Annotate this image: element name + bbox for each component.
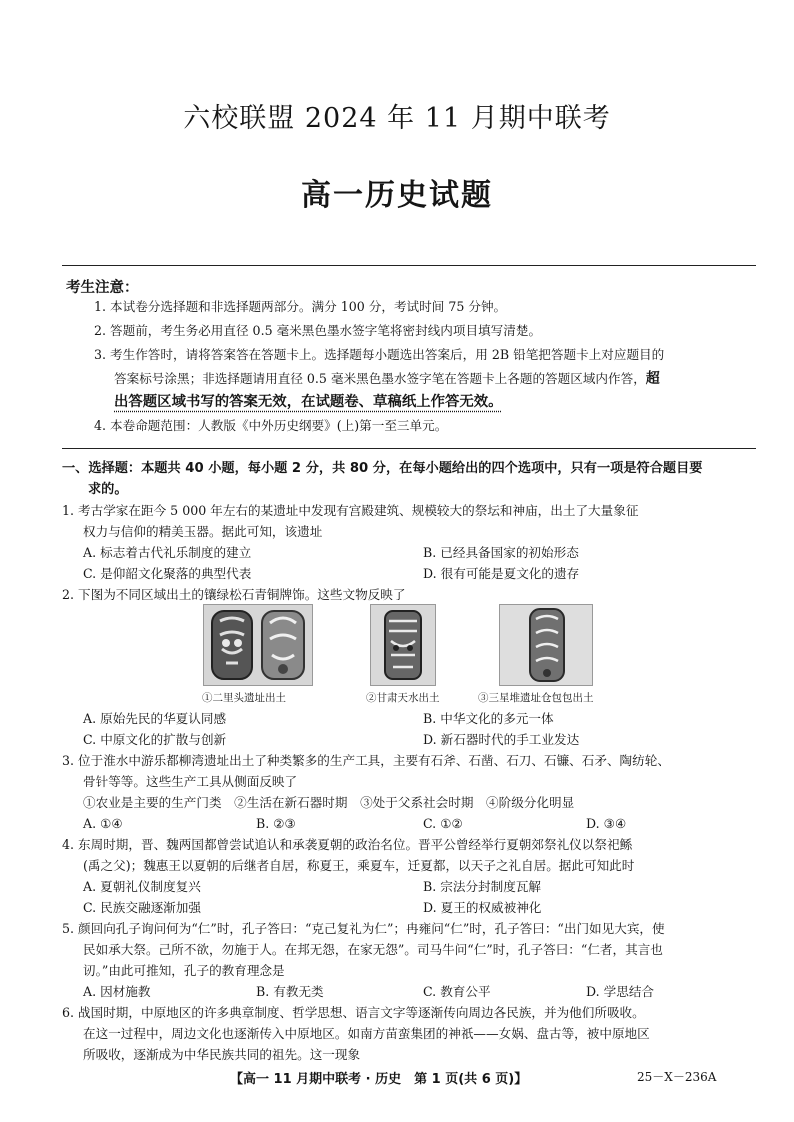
q4-stem-line1: 4. 东周时期，晋、魏两国都曾尝试追认和承袭夏朝的政治名位。晋平公曾经举行夏朝郊祭礼仪以祭祀鲧 xyxy=(62,837,633,852)
notice-emphasis-start: 超 xyxy=(645,371,660,387)
artifact-caption-3: ③三星堆遗址仓包包出土 xyxy=(478,692,594,704)
notice-item-4: 4. 本卷命题范围：人教版《中外历史纲要》(上)第一至三单元。 xyxy=(94,418,448,433)
notice-item-3-line2: 答案标号涂黑；非选择题请用直径 0.5 毫米黑色墨水签字笔在答题卡上各题的答题区域内作答， xyxy=(114,371,646,386)
q2-option-a: A. 原始先民的华夏认同感 xyxy=(83,711,227,726)
q5-stem-line1: 5. 颜回向孔子询问何为“仁”时，孔子答曰：“克己复礼为仁”；冉雍问“仁”时，孔子答曰：“出门如见大宾，使 xyxy=(62,921,665,936)
artifact-photo-3 xyxy=(499,604,593,686)
q5-stem-line2: 民如承大祭。己所不欲，勿施于人。在邦无怨，在家无怨”。司马牛问“仁”时，孔子答曰：“仁者，其言也 xyxy=(83,942,663,957)
q5-stem-line3: 讱。”由此可推知，孔子的教育理念是 xyxy=(83,963,285,978)
q1-option-a: A. 标志着古代礼乐制度的建立 xyxy=(83,545,252,560)
q5-option-a: A. 因材施教 xyxy=(83,984,151,999)
section-heading xyxy=(62,458,762,500)
notice-emphasis: 出答题区域书写的答案无效，在试题卷、草稿纸上作答无效。 xyxy=(114,394,503,410)
bronze-plaque-image-2 xyxy=(371,605,435,685)
q1-option-d: D. 很有可能是夏文化的遗存 xyxy=(423,566,580,581)
artifact-photo-2 xyxy=(370,604,436,686)
exam-subject-title: 高一历史试题 xyxy=(301,178,493,213)
q4-stem-line2: (禹之父)；魏惠王以夏朝的后继者自居，称夏王，乘夏车，迁夏都，以天子之礼自居。据此可知此时 xyxy=(83,858,635,873)
q3-option-a: A. ①④ xyxy=(83,816,123,831)
q5-option-d: D. 学思结合 xyxy=(586,984,655,999)
q1-option-c: C. 是仰韶文化聚落的典型代表 xyxy=(83,566,252,581)
notice-item-3: 3. 考生作答时，请将答案答在答题卡上。选择题每小题选出答案后，用 2B 铅笔把答题卡上对应题目的 xyxy=(94,347,665,362)
q5-option-b: B. 有教无类 xyxy=(256,984,324,999)
artifact-photo-1 xyxy=(203,604,313,686)
notice-heading: 考生注意： xyxy=(66,280,139,296)
q1-stem-line2: 权力与信仰的精美玉器。据此可知，该遗址 xyxy=(83,524,323,539)
notice-item-3-cont xyxy=(114,367,660,391)
notice-item-1: 1. 本试卷分选择题和非选择题两部分。满分 100 分，考试时间 75 分钟。 xyxy=(94,299,507,314)
q1-stem-line1: 1. 考古学家在距今 5 000 年左右的某遗址中发现有宫殿建筑、规模较大的祭坛和神庙，出土了大量象征 xyxy=(62,503,639,518)
section-heading-line1: 一、选择题：本题共 40 小题，每小题 2 分，共 80 分，在每小题给出的四个选项中，只有一项是符合题目要 xyxy=(62,461,703,476)
notice-item-2: 2. 答题前，考生务必用直径 0.5 毫米黑色墨水签字笔将密封线内项目填写清楚。 xyxy=(94,323,542,338)
q5-option-c: C. 教育公平 xyxy=(423,984,491,999)
q4-option-a: A. 夏朝礼仪制度复兴 xyxy=(83,879,201,894)
q6-stem-line2: 在这一过程中，周边文化也逐渐传入中原地区。如南方苗蛮集团的神祇——女娲、盘古等，被中原地区 xyxy=(83,1026,650,1041)
q2-option-c: C. 中原文化的扩散与创新 xyxy=(83,732,227,747)
exam-title: 六校联盟 2024 年 11 月期中联考 xyxy=(183,103,611,134)
q2-option-d: D. 新石器时代的手工业发达 xyxy=(423,732,580,747)
q6-stem-line1: 6. 战国时期，中原地区的许多典章制度、哲学思想、语言文字等逐渐传向周边各民族，并为他们所吸收。 xyxy=(62,1005,645,1020)
q3-statements: ①农业是主要的生产门类 ②生活在新石器时期 ③处于父系社会时期 ④阶级分化明显 xyxy=(83,795,575,810)
q4-option-d: D. 夏王的权威被神化 xyxy=(423,900,542,915)
bottom-divider xyxy=(62,448,756,449)
q4-option-c: C. 民族交融逐渐加强 xyxy=(83,900,201,915)
top-divider xyxy=(62,265,756,266)
q2-stem: 2. 下图为不同区域出土的镶绿松石青铜牌饰。这些文物反映了 xyxy=(62,587,406,602)
q6-stem-line3: 所吸收，逐渐成为中华民族共同的祖先。这一现象 xyxy=(83,1047,361,1062)
bronze-plaque-image-1 xyxy=(204,605,312,685)
page-footer: 【高一 11 月期中联考 · 历史 第 1 页(共 6 页)】 xyxy=(230,1072,528,1087)
section-heading-line2: 求的。 xyxy=(88,482,128,497)
q3-stem-line1: 3. 位于淮水中游乐都柳湾遗址出土了种类繁多的生产工具，主要有石斧、石凿、石刀、石镰、石矛、陶纺轮、 xyxy=(62,753,670,768)
q1-option-b: B. 已经具备国家的初始形态 xyxy=(423,545,579,560)
q2-option-b: B. 中华文化的多元一体 xyxy=(423,711,554,726)
artifact-caption-2: ②甘肃天水出土 xyxy=(366,692,440,704)
q4-option-b: B. 宗法分封制度瓦解 xyxy=(423,879,542,894)
q3-option-d: D. ③④ xyxy=(586,816,627,831)
exam-code: 25－X－236A xyxy=(637,1070,717,1084)
q3-stem-line2: 骨针等等。这些生产工具从侧面反映了 xyxy=(83,774,298,789)
q3-option-b: B. ②③ xyxy=(256,816,296,831)
bronze-plaque-image-3 xyxy=(500,605,592,685)
artifact-caption-1: ①二里头遗址出土 xyxy=(202,692,286,704)
q3-option-c: C. ①② xyxy=(423,816,463,831)
